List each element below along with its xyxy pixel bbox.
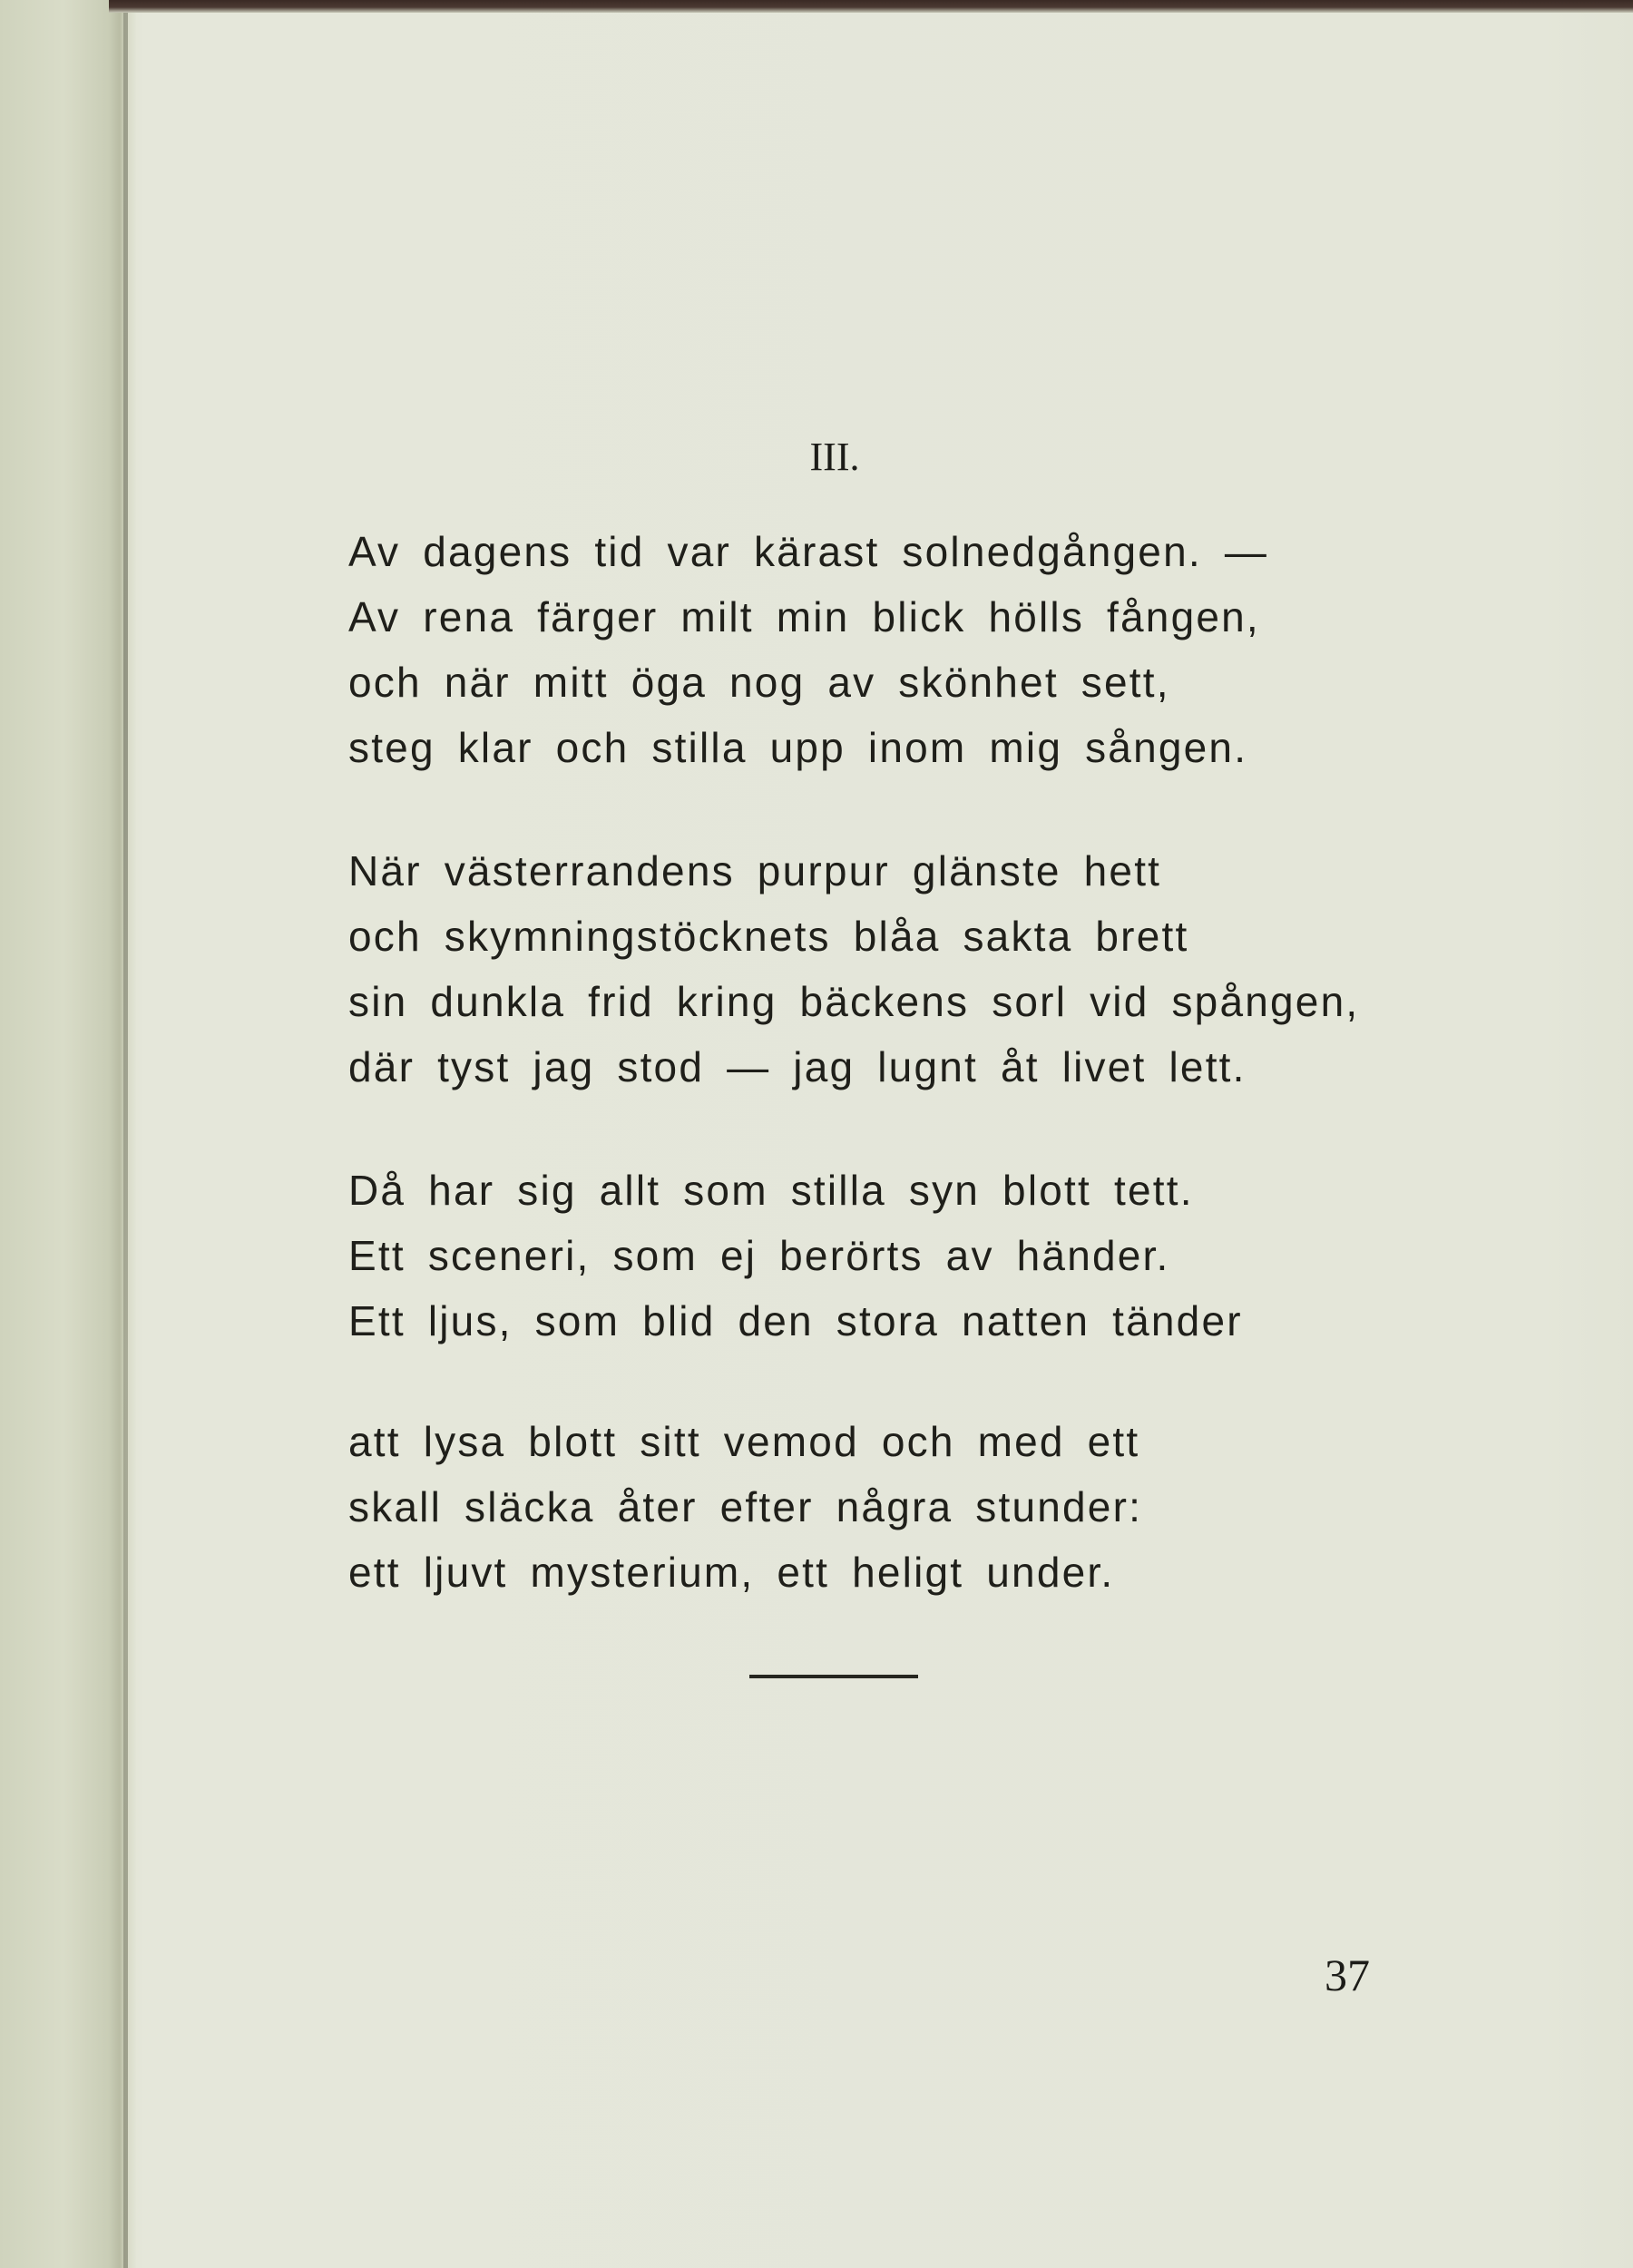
- section-divider: [749, 1675, 918, 1678]
- page-number: 37: [1325, 1950, 1370, 2000]
- stanza-2: [348, 838, 1437, 1100]
- poem-line: och skymningstöcknets blåa sakta brett: [348, 913, 1189, 960]
- poem-line: att lysa blott sitt vemod och med ett: [348, 1418, 1140, 1465]
- poem-line: När västerrandens purpur glänste hett: [348, 847, 1162, 894]
- poem-line: där tyst jag stod — jag lugnt åt livet lett.: [348, 1043, 1247, 1090]
- poem-line: sin dunkla frid kring bäckens sorl vid spången,: [348, 978, 1360, 1025]
- poem-line: och när mitt öga nog av skönhet sett,: [348, 659, 1170, 706]
- poem-line: skall släcka åter efter några stunder:: [348, 1483, 1143, 1530]
- poem-line: steg klar och stilla upp inom mig sången.: [348, 724, 1248, 771]
- poem-line: Ett sceneri, som ej berörts av händer.: [348, 1232, 1170, 1279]
- poem-line: Då har sig allt som stilla syn blott tett.: [348, 1167, 1194, 1214]
- poem-line: ett ljuvt mysterium, ett heligt under.: [348, 1549, 1115, 1596]
- stanza-3: [348, 1158, 1437, 1354]
- stanza-4: [348, 1409, 1437, 1605]
- poem-line: Ett ljus, som blid den stora natten tänder: [348, 1297, 1243, 1344]
- poem-line: Av rena färger milt min blick hölls fången,: [348, 593, 1260, 640]
- section-number: III.: [809, 435, 860, 479]
- poem-line: Av dagens tid var kärast solnedgången. —: [348, 528, 1269, 575]
- stanza-1: [348, 519, 1437, 780]
